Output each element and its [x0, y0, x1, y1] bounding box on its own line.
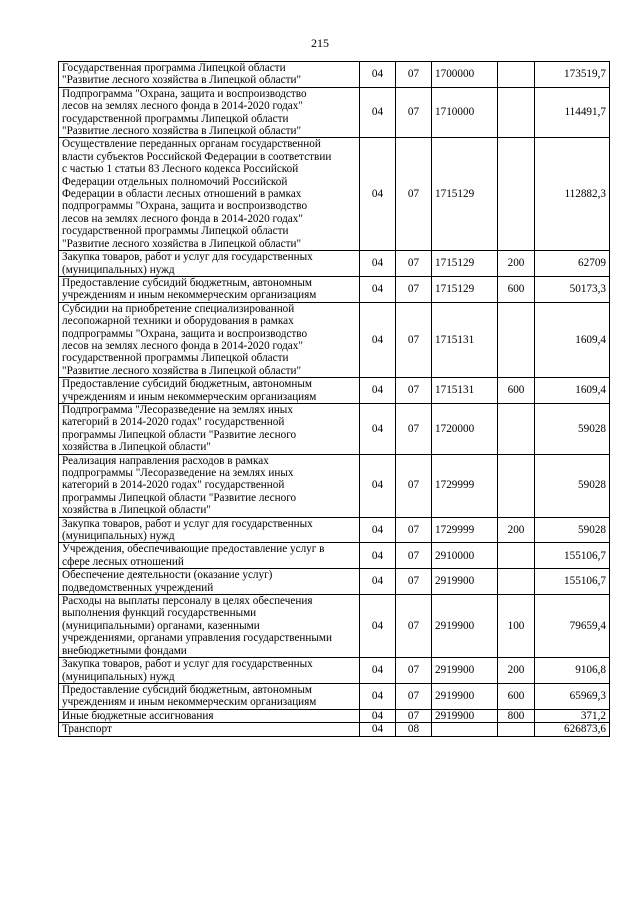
row-name-cell: [59, 302, 360, 377]
row-name-cell: [59, 683, 360, 709]
row-name-line: Осуществление переданных органам государственной: [62, 138, 321, 151]
row-name-line: государственной программы Липецкой области: [62, 225, 289, 238]
row-name-cell: [59, 569, 360, 595]
section-code-cell: 04: [360, 276, 396, 302]
row-name-line: учреждениям и иным некоммерческим организациям: [62, 696, 317, 709]
subsection-code-cell: 07: [396, 454, 432, 517]
row-name-line: Подпрограмма "Охрана, защита и воспроизводство: [62, 87, 307, 100]
table-row: [59, 302, 610, 377]
row-name-cell: [59, 62, 360, 88]
subsection-code-cell: 07: [396, 683, 432, 709]
section-code-cell: 04: [360, 709, 396, 722]
expense-type-cell: [498, 87, 535, 138]
table-row: [59, 683, 610, 709]
target-article-cell: 1720000: [432, 403, 498, 454]
expense-type-cell: 600: [498, 378, 535, 404]
table-row: [59, 517, 610, 543]
row-name-line: власти субъектов Российской Федерации в соответствии: [62, 150, 332, 163]
row-name-line: Закупка товаров, работ и услуг для государственных: [62, 251, 313, 264]
subsection-code-cell: 07: [396, 302, 432, 377]
sum-cell: 155106,7: [535, 569, 610, 595]
section-code-cell: 04: [360, 595, 396, 658]
section-code-cell: 04: [360, 683, 396, 709]
row-name-line: учреждениям и иным некоммерческим организациям: [62, 390, 317, 403]
row-name-line: внебюджетными фондами: [62, 644, 187, 657]
expense-type-cell: [498, 723, 535, 736]
subsection-code-cell: 07: [396, 709, 432, 722]
section-code-cell: 04: [360, 403, 396, 454]
target-article-cell: 1715131: [432, 302, 498, 377]
row-name-line: подпрограммы "Лесоразведение на землях иных: [62, 467, 294, 479]
row-name-line: лесов на землях лесного фонда в 2014-2020 годах": [62, 212, 303, 225]
row-name-line: лесов на землях лесного фонда в 2014-2020 годах": [62, 100, 303, 113]
section-code-cell: 04: [360, 62, 396, 88]
sum-cell: 50173,3: [535, 276, 610, 302]
row-name-line: (муниципальных) нужд: [62, 670, 175, 683]
sum-cell: 79659,4: [535, 595, 610, 658]
row-name-line: "Развитие лесного хозяйства в Липецкой области": [62, 125, 302, 138]
sum-cell: 9106,8: [535, 658, 610, 684]
expense-type-cell: [498, 454, 535, 517]
subsection-code-cell: 07: [396, 595, 432, 658]
table-row: [59, 62, 610, 88]
table-row: [59, 251, 610, 277]
row-name-cell: [59, 251, 360, 277]
section-code-cell: 04: [360, 251, 396, 277]
row-name-cell: [59, 543, 360, 569]
section-code-cell: 04: [360, 454, 396, 517]
subsection-code-cell: 07: [396, 569, 432, 595]
table-row: [59, 569, 610, 595]
row-name-line: подпрограммы "Охрана, защита и воспроизводство: [62, 327, 308, 340]
row-name-line: подпрограммы "Охрана, защита и воспроизводство: [62, 200, 308, 213]
expense-type-cell: 200: [498, 517, 535, 543]
section-code-cell: 04: [360, 302, 396, 377]
target-article-cell: 2919900: [432, 709, 498, 722]
row-name-line: учреждениями, органами управления государственными: [62, 632, 332, 645]
row-name-cell: [59, 454, 360, 517]
row-name-cell: [59, 723, 360, 736]
table-row: [59, 595, 610, 658]
expense-type-cell: 600: [498, 276, 535, 302]
target-article-cell: 2919900: [432, 683, 498, 709]
target-article-cell: 1715129: [432, 276, 498, 302]
sum-cell: 65969,3: [535, 683, 610, 709]
sum-cell: 1609,4: [535, 302, 610, 377]
row-name-line: (муниципальными) органами, казенными: [62, 619, 260, 632]
row-name-cell: [59, 87, 360, 138]
sum-cell: 1609,4: [535, 378, 610, 404]
sum-cell: 59028: [535, 403, 610, 454]
table-row: [59, 378, 610, 404]
target-article-cell: 1715129: [432, 138, 498, 251]
sum-cell: 173519,7: [535, 62, 610, 88]
row-name-line: выполнения функций государственными: [62, 607, 257, 620]
expense-type-cell: [498, 138, 535, 251]
row-name-cell: [59, 658, 360, 684]
row-name-line: Обеспечение деятельности (оказание услуг): [62, 569, 273, 582]
row-name-line: сфере лесных отношений: [62, 555, 184, 568]
subsection-code-cell: 07: [396, 62, 432, 88]
row-name-line: лесопожарной техники и оборудования в рамках: [62, 315, 294, 328]
subsection-code-cell: 07: [396, 378, 432, 404]
sum-cell: 114491,7: [535, 87, 610, 138]
row-name-cell: [59, 403, 360, 454]
expense-type-cell: [498, 543, 535, 569]
row-name-line: (муниципальных) нужд: [62, 263, 175, 276]
subsection-code-cell: 07: [396, 276, 432, 302]
row-name-line: хозяйства в Липецкой области": [62, 504, 211, 517]
table-body: [59, 62, 610, 737]
row-name-line: учреждениям и иным некоммерческим организациям: [62, 289, 317, 302]
subsection-code-cell: 07: [396, 517, 432, 543]
section-code-cell: 04: [360, 517, 396, 543]
expense-type-cell: [498, 403, 535, 454]
row-name-line: с частью 1 статьи 83 Лесного кодекса Российской: [62, 163, 299, 176]
row-name-line: Предоставление субсидий бюджетным, автономным: [62, 378, 312, 391]
target-article-cell: 1700000: [432, 62, 498, 88]
subsection-code-cell: 07: [396, 251, 432, 277]
row-name-line: "Развитие лесного хозяйства в Липецкой области": [62, 74, 302, 87]
page-number: 215: [311, 36, 329, 50]
expense-type-cell: 100: [498, 595, 535, 658]
target-article-cell: 2919900: [432, 658, 498, 684]
row-name-cell: [59, 378, 360, 404]
row-name-line: хозяйства в Липецкой области": [62, 441, 211, 454]
row-name-line: Закупка товаров, работ и услуг для государственных: [62, 658, 313, 671]
table-row: [59, 543, 610, 569]
row-name-cell: [59, 276, 360, 302]
expense-type-cell: [498, 302, 535, 377]
sum-cell: 112882,3: [535, 138, 610, 251]
row-name-line: (муниципальных) нужд: [62, 530, 175, 543]
budget-table: [58, 61, 610, 737]
subsection-code-cell: 07: [396, 658, 432, 684]
row-name-line: "Развитие лесного хозяйства в Липецкой области": [62, 364, 302, 377]
row-name-line: Транспорт: [62, 723, 112, 736]
expense-type-cell: 800: [498, 709, 535, 722]
row-name-line: Закупка товаров, работ и услуг для государственных: [62, 517, 313, 530]
row-name-line: Учреждения, обеспечивающие предоставление услуг в: [62, 543, 325, 556]
row-name-line: Федерации отдельных полномочий Российской: [62, 175, 288, 188]
target-article-cell: 1710000: [432, 87, 498, 138]
sum-cell: 155106,7: [535, 543, 610, 569]
row-name-line: государственной программы Липецкой области: [62, 112, 289, 125]
expense-type-cell: [498, 569, 535, 595]
row-name-line: Иные бюджетные ассигнования: [62, 709, 214, 722]
row-name-line: Федерации в области лесных отношений в рамках: [62, 188, 302, 201]
target-article-cell: 1729999: [432, 517, 498, 543]
target-article-cell: 2919900: [432, 569, 498, 595]
sum-cell: 59028: [535, 517, 610, 543]
table-row: [59, 709, 610, 722]
section-code-cell: 04: [360, 723, 396, 736]
section-code-cell: 04: [360, 569, 396, 595]
section-code-cell: 04: [360, 543, 396, 569]
table-row: [59, 87, 610, 138]
section-code-cell: 04: [360, 658, 396, 684]
row-name-line: "Развитие лесного хозяйства в Липецкой области": [62, 237, 302, 250]
expense-type-cell: 600: [498, 683, 535, 709]
row-name-line: государственной программы Липецкой области: [62, 352, 289, 365]
row-name-line: программы Липецкой области "Развитие лесного: [62, 491, 297, 504]
row-name-line: программы Липецкой области "Развитие лесного: [62, 428, 297, 441]
expense-type-cell: [498, 62, 535, 88]
target-article-cell: 2919900: [432, 595, 498, 658]
target-article-cell: 2910000: [432, 543, 498, 569]
row-name-line: Государственная программа Липецкой области: [62, 62, 286, 74]
row-name-cell: [59, 595, 360, 658]
table-row: [59, 403, 610, 454]
subsection-code-cell: 07: [396, 87, 432, 138]
target-article-cell: [432, 723, 498, 736]
section-code-cell: 04: [360, 87, 396, 138]
table-row: [59, 138, 610, 251]
table-row: [59, 658, 610, 684]
row-name-line: категорий в 2014-2020 годах" государственной: [62, 416, 285, 429]
row-name-line: категорий в 2014-2020 годах" государственной: [62, 479, 285, 492]
sum-cell: 371,2: [535, 709, 610, 722]
row-name-line: подведомственных учреждений: [62, 581, 214, 594]
sum-cell: 626873,6: [535, 723, 610, 736]
row-name-line: Подпрограмма "Лесоразведение на землях иных: [62, 403, 293, 416]
subsection-code-cell: 07: [396, 543, 432, 569]
row-name-cell: [59, 138, 360, 251]
target-article-cell: 1729999: [432, 454, 498, 517]
table-row: [59, 276, 610, 302]
target-article-cell: 1715129: [432, 251, 498, 277]
subsection-code-cell: 07: [396, 403, 432, 454]
expense-type-cell: 200: [498, 658, 535, 684]
row-name-line: лесов на землях лесного фонда в 2014-2020 годах": [62, 339, 303, 352]
row-name-line: Субсидии на приобретение специализированной: [62, 302, 295, 315]
sum-cell: 59028: [535, 454, 610, 517]
subsection-code-cell: 07: [396, 138, 432, 251]
table-row: [59, 723, 610, 736]
target-article-cell: 1715131: [432, 378, 498, 404]
section-code-cell: 04: [360, 138, 396, 251]
row-name-line: Расходы на выплаты персоналу в целях обеспечения: [62, 595, 313, 608]
table-row: [59, 454, 610, 517]
row-name-line: Предоставление субсидий бюджетным, автономным: [62, 683, 312, 696]
sum-cell: 62709: [535, 251, 610, 277]
row-name-line: Предоставление субсидий бюджетным, автономным: [62, 276, 312, 289]
row-name-cell: [59, 709, 360, 722]
expense-type-cell: 200: [498, 251, 535, 277]
subsection-code-cell: 08: [396, 723, 432, 736]
section-code-cell: 04: [360, 378, 396, 404]
row-name-cell: [59, 517, 360, 543]
row-name-line: Реализация направления расходов в рамках: [62, 454, 269, 467]
